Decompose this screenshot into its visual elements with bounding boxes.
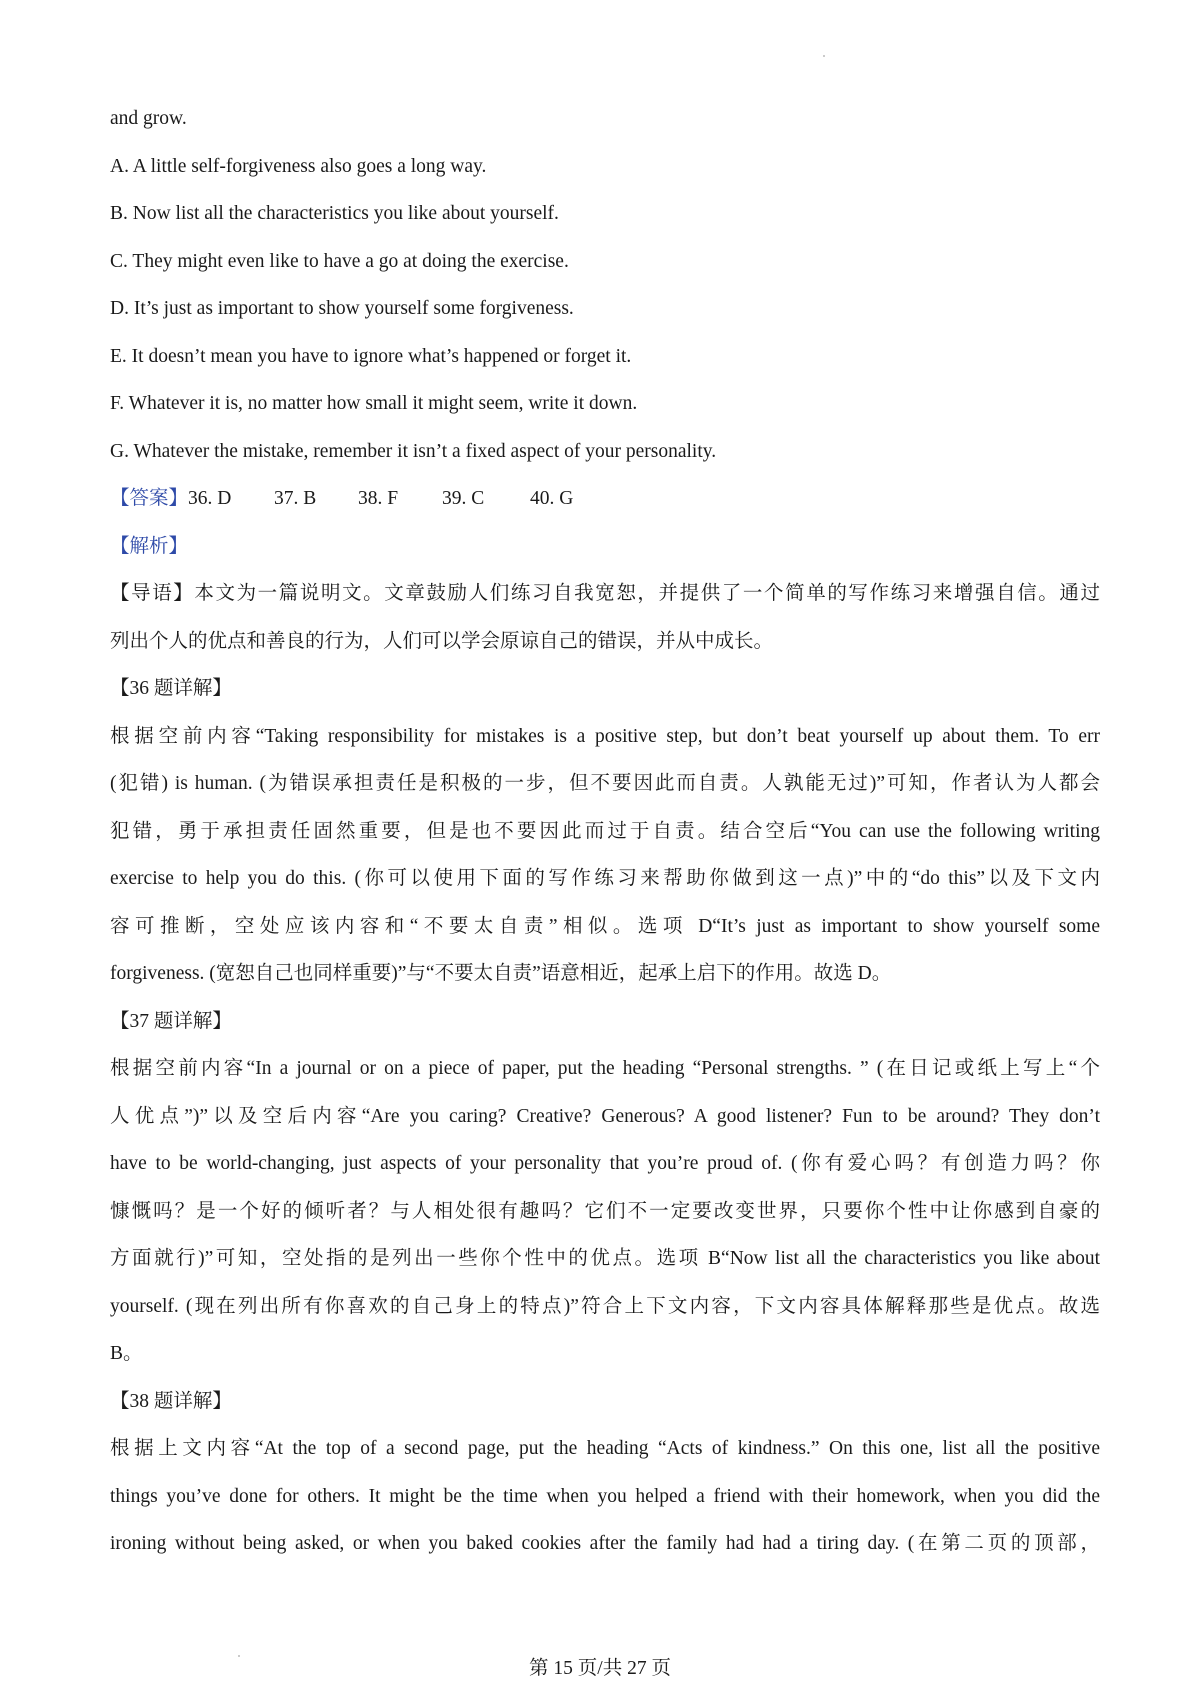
option-d: D. It’s just as important to show yourself some forgiveness. [110, 298, 574, 319]
q38-line: ironing without being asked, or when you baked cookies after the family had had a tiring day. (在第二页的顶部， [110, 1533, 1100, 1554]
option-g: G. Whatever the mistake, remember it isn’t a fixed aspect of your personality. [110, 440, 717, 462]
q36-line: forgiveness. (宽恕自己也同样重要)”与“不要太自责”语意相近，起承上启下的作用。故选 D。 [110, 963, 892, 984]
q37-line: yourself. (现在列出所有你喜欢的自己身上的特点)”符合上下文内容，下文内容具体解释那些是优点。故选 [110, 1295, 1100, 1317]
q38-line: things you’ve done for others. It might be the time when you helped a friend with their homework, when you did the [110, 1485, 1100, 1507]
q37-line: 慷慨吗？是一个好的倾听者？与人相处很有趣吗？它们不一定要改变世界，只要你个性中让你感到自豪的 [110, 1200, 1100, 1222]
answer-39: 39. C [442, 488, 485, 509]
guide-line: 【导语】本文为一篇说明文。文章鼓励人们练习自我宽恕，并提供了一个简单的写作练习来增强自信。通过 [110, 583, 1100, 604]
q36-line: exercise to help you do this. (你可以使用下面的写作练习来帮助你做到这一点)”中的“do this”以及下文内 [110, 868, 1100, 889]
q37-line: 人优点”)”以及空后内容“Are you caring? Creative? Generous? A good listener? Fun to be around? They don’t [110, 1105, 1100, 1127]
q37-line: have to be world-changing, just aspects of your personality that you’re proud of. (你有爱心吗？有创造力吗？你 [110, 1153, 1100, 1174]
option-e: E. It doesn’t mean you have to ignore what’s happened or forget it. [110, 345, 632, 367]
q37-line: 方面就行)”可知，空处指的是列出一些你个性中的优点。选项 B“Now list all the characteristics you like about [110, 1248, 1100, 1269]
document-page [110, 95, 1100, 1568]
answer-36: 36. D [188, 488, 232, 509]
answer-38: 38. F [358, 488, 399, 509]
page-number: 第 15 页/共 27 页 [529, 1658, 671, 1679]
q36-line: (犯错) is human. (为错误承担责任是积极的一步，但不要因此而自责。人孰能无过)”可知，作者认为人都会 [110, 773, 1100, 794]
q36-line: 根据空前内容“Taking responsibility for mistakes is a positive step, but don’t beat yourself up about them. To err [110, 725, 1100, 747]
q37-line: 根据空前内容“In a journal or on a piece of paper, put the heading “Personal strengths. ” (在日记或纸上写上“个 [110, 1058, 1100, 1079]
answer-40: 40. G [530, 488, 574, 509]
option-f: F. Whatever it is, no matter how small it might seem, write it down. [110, 393, 638, 414]
q38-heading: 【38 题详解】 [110, 1390, 232, 1412]
q36-line: 犯错，勇于承担责任固然重要，但是也不要因此而过于自责。结合空后“You can use the following writing [110, 820, 1100, 842]
answer-37: 37. B [274, 488, 317, 509]
q36-line: 容可推断，空处应该内容和“不要太自责”相似。选项 D“It’s just as important to show yourself some [110, 915, 1100, 937]
scan-speck [823, 55, 825, 57]
intro-tail: and grow. [110, 108, 187, 129]
q36-heading: 【36 题详解】 [110, 678, 232, 699]
q37-heading: 【37 题详解】 [110, 1010, 232, 1032]
answer-label: 【答案】 [110, 488, 189, 509]
q38-line: 根据上文内容“At the top of a second page, put the heading “Acts of kindness.” On this one, list all the positive [110, 1438, 1100, 1459]
q37-line: B。 [110, 1343, 143, 1364]
option-a: A. A little self-forgiveness also goes a long way. [110, 155, 487, 177]
answer-row [110, 475, 1100, 523]
analysis-label: 【解析】 [110, 535, 189, 557]
guide-line: 列出个人的优点和善良的行为，人们可以学会原谅自己的错误，并从中成长。 [110, 630, 774, 652]
option-b: B. Now list all the characteristics you like about yourself. [110, 203, 559, 224]
option-c: C. They might even like to have a go at doing the exercise. [110, 250, 569, 272]
